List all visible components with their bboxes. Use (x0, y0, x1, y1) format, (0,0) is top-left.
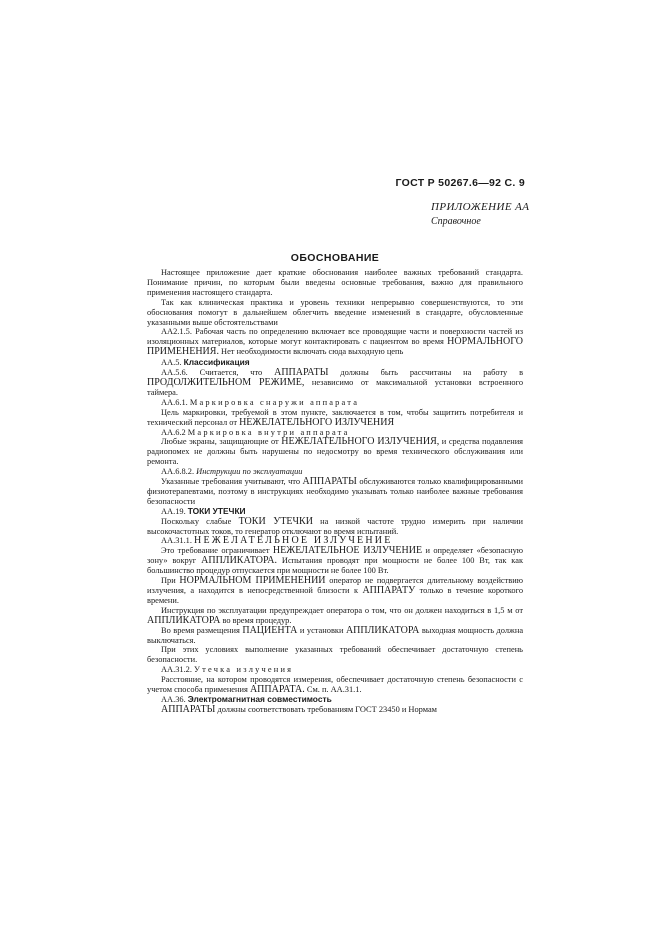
paragraph-conditions: При этих условиях выполнение указанных требований обеспечивает достаточную степень безопасности. (147, 645, 523, 665)
paragraph-aa19: Поскольку слабые ТОКИ УТЕЧКИ на низкой частоте трудно измерить при наличии высокочастотных токов, то генератор отключают во время испытаний. (147, 515, 524, 536)
heading-aa312: АА.31.2. Утечка излучения (161, 665, 294, 675)
heading-aa682: АА.6.8.2. Инструкции по эксплуатации (161, 467, 303, 477)
heading-aa311: АА.31.1. НЕЖЕЛАТЕЛЬНОЕ ИЗЛУЧЕНИЕ (161, 535, 393, 547)
heading-aa61: АА.6.1. Маркировка снаружи аппарата (161, 397, 360, 407)
paragraph-placement: Во время размещения ПАЦИЕНТА и установки АППЛИКАТОРА выходная мощность должна выключаться. (147, 624, 524, 645)
document-body (147, 268, 523, 715)
paragraph-aa61: Цель маркировки, требуемой в этом пункте, заключается в том, чтобы защитить потребителя и технический персонал от НЕЖЕЛАТЕЛЬНОГО ИЗЛУЧЕНИЯ (147, 407, 523, 428)
page-header: ГОСТ Р 50267.6—92 С. 9 (395, 177, 525, 189)
paragraph-instructions: Инструкция по эксплуатации предупреждает оператора о том, что он должен находиться в 1,5 м от АППЛИКАТОРА во время процедур. (147, 605, 523, 626)
appendix-title: ПРИЛОЖЕНИЕ АА (431, 201, 530, 213)
paragraph-aa311: Это требование ограничивает НЕЖЕЛАТЕЛЬНОЕ ИЗЛУЧЕНИЕ и определяет «безопасную зону» вокруг АППЛИКАТОРА. Испытания проводят при мощности не более 100 Вт, так как большинство процедур отпускается при мощности не более 100 Вт. (147, 545, 524, 576)
clause-number: АА2.1.5. (161, 327, 192, 337)
appendix-type: Справочное (431, 216, 481, 227)
paragraph-aa62: Любые экраны, защищающие от НЕЖЕЛАТЕЛЬНОГО ИЗЛУЧЕНИЯ, и средства подавления радиопомех не должны быть нарушены по недосмотру во время технического обслуживания или ремонта. (147, 436, 524, 467)
heading-aa5: АА.5. Классификация (161, 357, 250, 368)
heading-aa19: АА.19. ТОКИ УТЕЧКИ (161, 505, 246, 516)
paragraph-aa215: АА2.1.5. Рабочая часть по определению включает все проводящие части и поверхности частей из изоляционных материалов, которые могут контактировать с пациентом во время НОРМАЛЬНОГО ПРИМЕНЕНИЯ. Нет необходимости включать сюда выходную цепь (147, 327, 524, 358)
paragraph-aa556: АА.5.6. Считается, что АППАРАТЫ должны быть рассчитаны на работу в ПРОДОЛЖИТЕЛЬНОМ РЕЖИМЕ, независимо от максимальной установки встроенного таймера. (147, 367, 524, 397)
heading-aa62: АА.6.2 Маркировка внутри аппарата (161, 427, 350, 437)
paragraph-intro: Настоящее приложение дает краткие обоснования наиболее важных требований стандарта. Понимание причин, по которым были введены основные требования, важно для правильного применения настоящего стандарта. (147, 268, 523, 297)
paragraph-normal-use: При НОРМАЛЬНОМ ПРИМЕНЕНИИ оператор не подвергается длительному воздействию излучения, а находится в непосредственной близости к АППАРАТУ только в течение короткого времени. (147, 575, 524, 605)
heading-aa36: АА.36. Электромагнитная совместимость (161, 693, 332, 704)
paragraph-aa36: АППАРАТЫ должны соответствовать требованиям ГОСТ 23450 и Нормам (161, 703, 437, 715)
paragraph-practice: Так как клиническая практика и уровень техники непрерывно совершенствуются, то эти обоснования помогут в дальнейшем облегчить введение изменений в стандарте, обусловленные указанными выше обстоятельствами (147, 297, 523, 327)
paragraph-aa682: Указанные требования учитывают, что АППАРАТЫ обслуживаются только квалифицированными физиотерапевтами, поэтому в инструкциях необходимо указывать только наиболее важные требования безопасности (147, 476, 524, 506)
paragraph-aa312: Расстояние, на котором проводятся измерения, обеспечивает достаточную степень безопасности с учетом способа применения АППАРАТА. См. п. АА.31.1. (147, 675, 523, 696)
document-title: ОБОСНОВАНИЕ (290, 252, 380, 264)
